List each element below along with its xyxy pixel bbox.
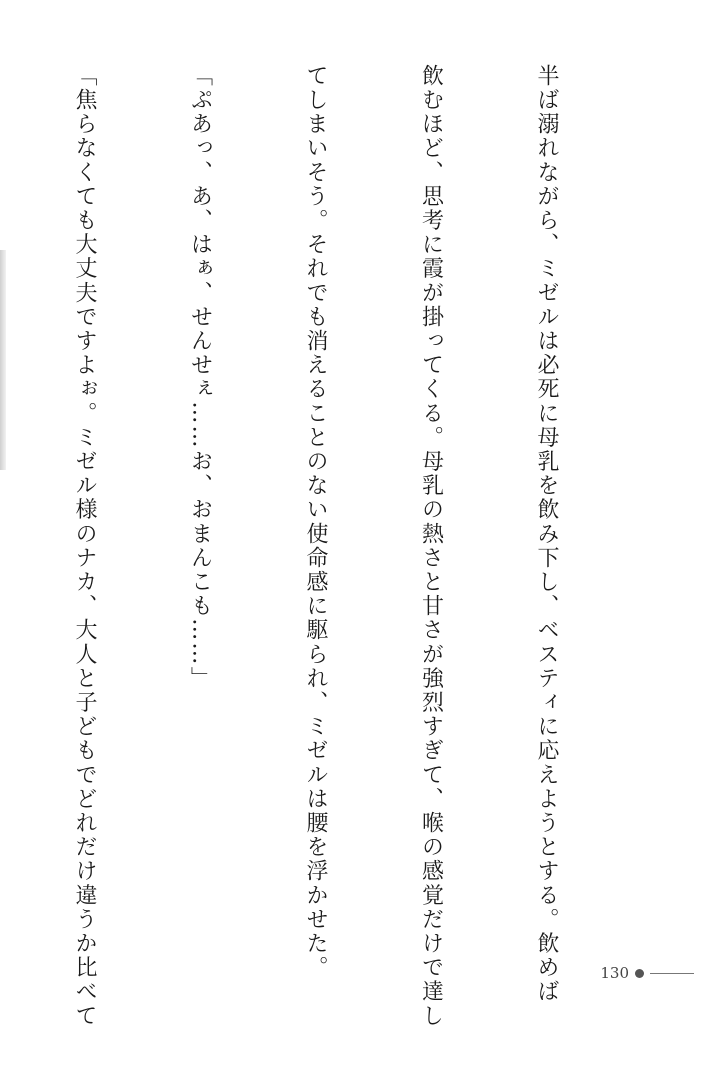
text-column: 飲むほど、思考に霞が掛ってくる。母乳の熱さと甘さが強烈すぎて、喉の感覚だけで達し xyxy=(418,64,444,1028)
folio-rule xyxy=(650,973,694,974)
text-column: 「ぷあっ、あ、はぁ、せんせぇ……お、おまんこも……」 xyxy=(187,64,213,691)
folio-dot-icon xyxy=(635,969,644,978)
text-column: 「焦らなくても大丈夫ですよぉ。ミゼル様のナカ、大人と子どもでどれだけ違うか比べて xyxy=(72,64,97,1028)
text-column: てしまいそう。それでも消えることのない使命感に駆られ、ミゼルは腰を浮かせた。 xyxy=(303,64,328,980)
text-column: 半ば溺れながら、ミゼルは必死に母乳を飲み下し、ベスティに応えようとする。飲めば xyxy=(534,64,559,1004)
page-folio xyxy=(600,964,694,982)
page-number: 130 xyxy=(600,964,629,982)
